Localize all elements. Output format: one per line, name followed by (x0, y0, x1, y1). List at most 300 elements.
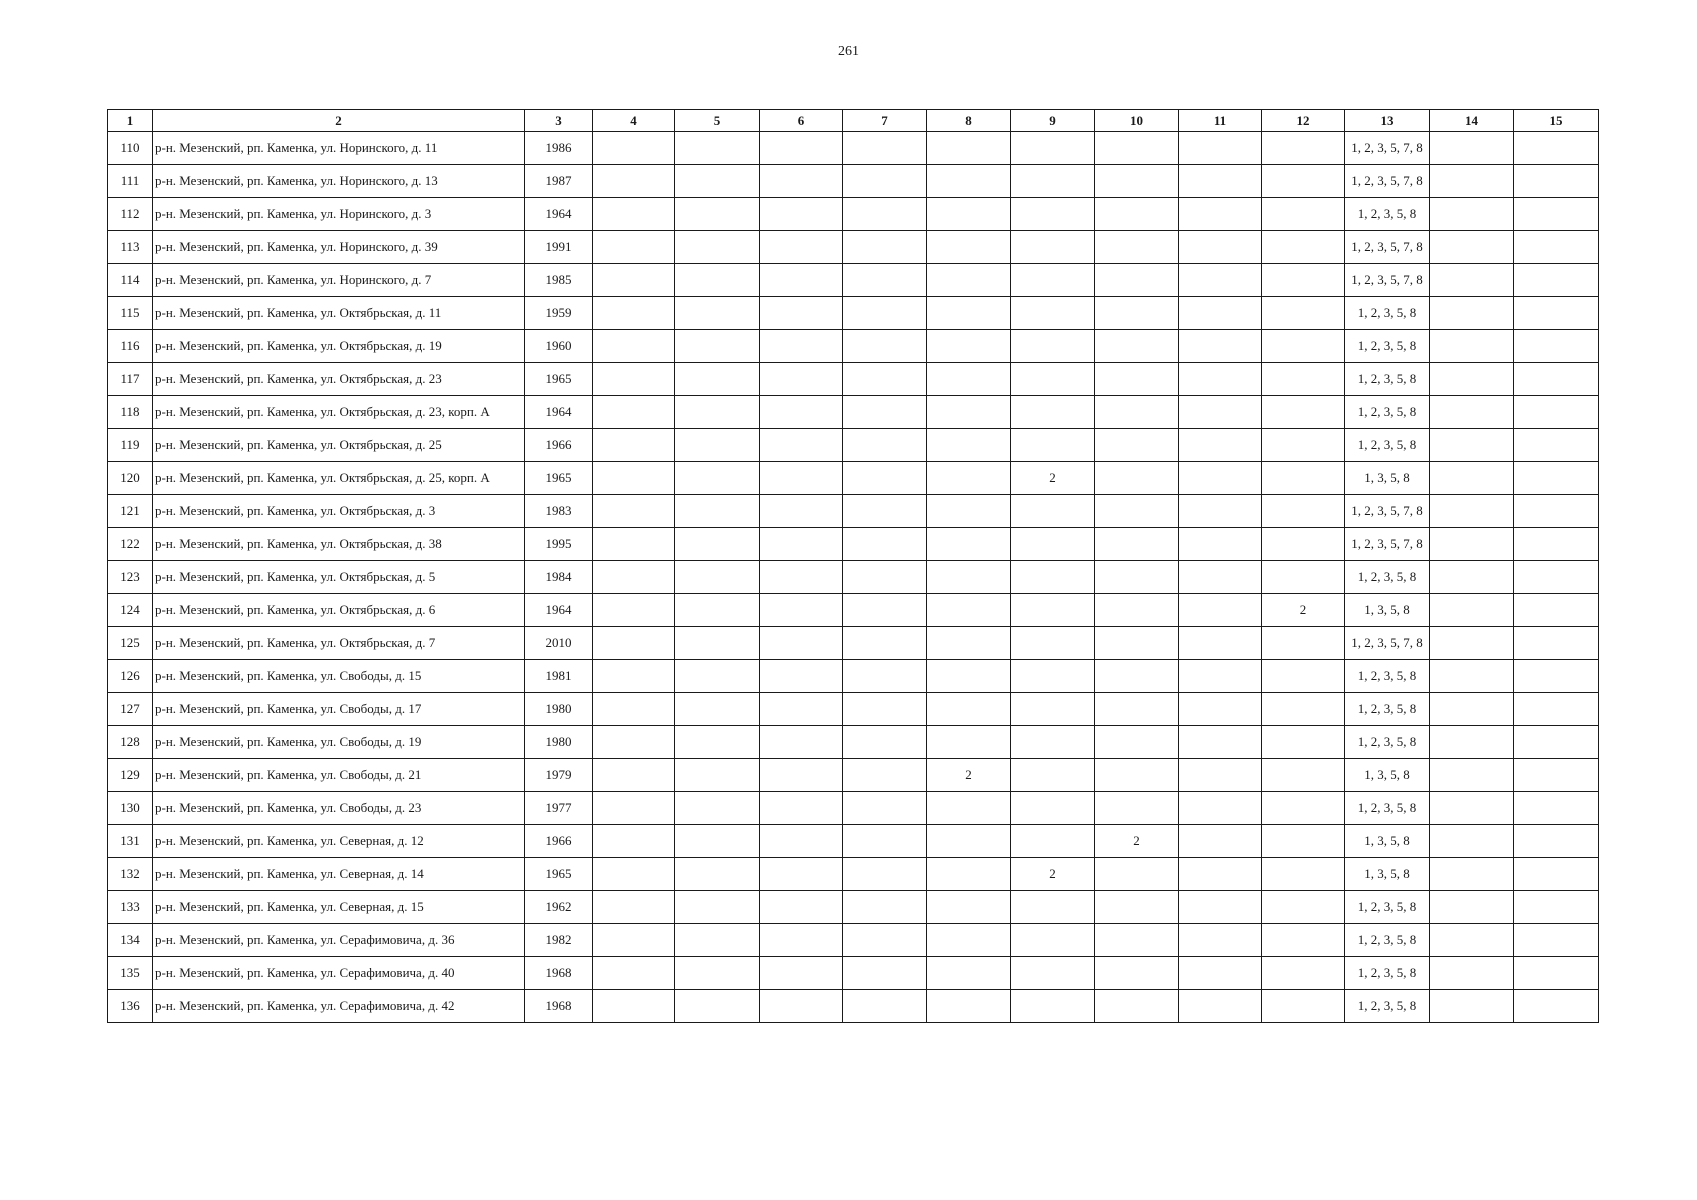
address-cell: р-н. Мезенский, рп. Каменка, ул. Северная, д. 14 (153, 858, 525, 891)
row-number: 123 (108, 561, 153, 594)
col-8-cell (927, 858, 1011, 891)
col-6-cell (760, 264, 843, 297)
col-5-cell (675, 132, 760, 165)
col-12-cell (1262, 363, 1345, 396)
col-9-cell (1011, 528, 1095, 561)
col-10-cell (1095, 759, 1179, 792)
col-13-cell: 1, 3, 5, 8 (1345, 594, 1430, 627)
table-row (108, 198, 1599, 231)
col-6-cell (760, 396, 843, 429)
col-14-cell (1430, 924, 1514, 957)
year-cell: 1968 (525, 957, 593, 990)
col-7-cell (843, 792, 927, 825)
col-4-cell (593, 330, 675, 363)
col-15-cell (1514, 792, 1599, 825)
table-row (108, 165, 1599, 198)
col-8-cell (927, 165, 1011, 198)
col-5-cell (675, 825, 760, 858)
col-15-cell (1514, 264, 1599, 297)
col-5-cell (675, 594, 760, 627)
row-number: 132 (108, 858, 153, 891)
col-7-cell (843, 132, 927, 165)
col-14-cell (1430, 726, 1514, 759)
col-5-cell (675, 660, 760, 693)
col-15-cell (1514, 561, 1599, 594)
col-12-cell (1262, 726, 1345, 759)
table-row (108, 561, 1599, 594)
col-8-cell (927, 627, 1011, 660)
col-9-cell: 2 (1011, 858, 1095, 891)
year-cell: 1965 (525, 462, 593, 495)
col-5-cell (675, 891, 760, 924)
col-4-cell (593, 132, 675, 165)
address-cell: р-н. Мезенский, рп. Каменка, ул. Норинского, д. 11 (153, 132, 525, 165)
col-5-cell (675, 792, 760, 825)
col-4-cell (593, 363, 675, 396)
col-10-cell (1095, 726, 1179, 759)
year-cell: 1965 (525, 858, 593, 891)
col-6-cell (760, 528, 843, 561)
row-number: 133 (108, 891, 153, 924)
col-15-cell (1514, 627, 1599, 660)
col-6-cell (760, 759, 843, 792)
col-9-cell (1011, 825, 1095, 858)
column-header-15: 15 (1514, 110, 1599, 132)
year-cell: 1983 (525, 495, 593, 528)
address-cell: р-н. Мезенский, рп. Каменка, ул. Серафимовича, д. 36 (153, 924, 525, 957)
column-header-12: 12 (1262, 110, 1345, 132)
col-10-cell (1095, 231, 1179, 264)
col-12-cell (1262, 924, 1345, 957)
col-11-cell (1179, 165, 1262, 198)
address-cell: р-н. Мезенский, рп. Каменка, ул. Норинского, д. 13 (153, 165, 525, 198)
col-4-cell (593, 528, 675, 561)
col-4-cell (593, 957, 675, 990)
col-13-cell: 1, 2, 3, 5, 8 (1345, 957, 1430, 990)
address-cell: р-н. Мезенский, рп. Каменка, ул. Свободы, д. 17 (153, 693, 525, 726)
col-10-cell (1095, 957, 1179, 990)
col-9-cell (1011, 396, 1095, 429)
col-5-cell (675, 924, 760, 957)
col-13-cell: 1, 2, 3, 5, 8 (1345, 924, 1430, 957)
col-6-cell (760, 495, 843, 528)
col-11-cell (1179, 726, 1262, 759)
row-number: 126 (108, 660, 153, 693)
col-8-cell (927, 462, 1011, 495)
col-14-cell (1430, 231, 1514, 264)
col-11-cell (1179, 330, 1262, 363)
col-9-cell (1011, 363, 1095, 396)
col-8-cell (927, 495, 1011, 528)
column-header-6: 6 (760, 110, 843, 132)
col-9-cell (1011, 231, 1095, 264)
row-number: 110 (108, 132, 153, 165)
col-13-cell: 1, 3, 5, 8 (1345, 759, 1430, 792)
address-cell: р-н. Мезенский, рп. Каменка, ул. Серафимовича, д. 40 (153, 957, 525, 990)
col-13-cell: 1, 2, 3, 5, 7, 8 (1345, 264, 1430, 297)
col-5-cell (675, 396, 760, 429)
col-8-cell (927, 528, 1011, 561)
address-cell: р-н. Мезенский, рп. Каменка, ул. Свободы, д. 21 (153, 759, 525, 792)
address-cell: р-н. Мезенский, рп. Каменка, ул. Октябрьская, д. 6 (153, 594, 525, 627)
col-6-cell (760, 363, 843, 396)
row-number: 130 (108, 792, 153, 825)
col-4-cell (593, 495, 675, 528)
col-5-cell (675, 858, 760, 891)
col-13-cell: 1, 2, 3, 5, 8 (1345, 396, 1430, 429)
year-cell: 1995 (525, 528, 593, 561)
col-8-cell (927, 297, 1011, 330)
col-14-cell (1430, 660, 1514, 693)
col-9-cell: 2 (1011, 462, 1095, 495)
col-12-cell (1262, 990, 1345, 1023)
row-number: 113 (108, 231, 153, 264)
col-10-cell (1095, 660, 1179, 693)
table-row (108, 528, 1599, 561)
address-cell: р-н. Мезенский, рп. Каменка, ул. Октябрьская, д. 3 (153, 495, 525, 528)
address-cell: р-н. Мезенский, рп. Каменка, ул. Октябрьская, д. 25, корп. А (153, 462, 525, 495)
col-14-cell (1430, 792, 1514, 825)
col-7-cell (843, 264, 927, 297)
col-11-cell (1179, 792, 1262, 825)
col-7-cell (843, 198, 927, 231)
year-cell: 1991 (525, 231, 593, 264)
table-row (108, 924, 1599, 957)
col-9-cell (1011, 660, 1095, 693)
col-11-cell (1179, 660, 1262, 693)
col-11-cell (1179, 693, 1262, 726)
table-row (108, 891, 1599, 924)
col-11-cell (1179, 825, 1262, 858)
table-body (108, 132, 1599, 1023)
col-9-cell (1011, 759, 1095, 792)
col-13-cell: 1, 2, 3, 5, 8 (1345, 363, 1430, 396)
col-10-cell (1095, 627, 1179, 660)
col-7-cell (843, 297, 927, 330)
col-9-cell (1011, 627, 1095, 660)
year-cell: 1977 (525, 792, 593, 825)
year-cell: 1979 (525, 759, 593, 792)
col-4-cell (593, 660, 675, 693)
col-11-cell (1179, 924, 1262, 957)
col-11-cell (1179, 891, 1262, 924)
col-5-cell (675, 429, 760, 462)
row-number: 117 (108, 363, 153, 396)
col-15-cell (1514, 396, 1599, 429)
col-13-cell: 1, 2, 3, 5, 8 (1345, 330, 1430, 363)
col-9-cell (1011, 891, 1095, 924)
col-13-cell: 1, 2, 3, 5, 8 (1345, 660, 1430, 693)
col-15-cell (1514, 132, 1599, 165)
col-14-cell (1430, 429, 1514, 462)
col-13-cell: 1, 2, 3, 5, 8 (1345, 561, 1430, 594)
col-13-cell: 1, 2, 3, 5, 8 (1345, 429, 1430, 462)
col-13-cell: 1, 2, 3, 5, 7, 8 (1345, 231, 1430, 264)
row-number: 134 (108, 924, 153, 957)
table-row (108, 726, 1599, 759)
col-15-cell (1514, 693, 1599, 726)
col-12-cell (1262, 693, 1345, 726)
col-11-cell (1179, 495, 1262, 528)
col-10-cell (1095, 594, 1179, 627)
col-8-cell (927, 561, 1011, 594)
col-9-cell (1011, 429, 1095, 462)
col-11-cell (1179, 858, 1262, 891)
col-9-cell (1011, 792, 1095, 825)
col-8-cell (927, 792, 1011, 825)
address-cell: р-н. Мезенский, рп. Каменка, ул. Свободы, д. 15 (153, 660, 525, 693)
col-7-cell (843, 429, 927, 462)
col-14-cell (1430, 957, 1514, 990)
col-6-cell (760, 858, 843, 891)
address-cell: р-н. Мезенский, рп. Каменка, ул. Северная, д. 15 (153, 891, 525, 924)
col-10-cell (1095, 891, 1179, 924)
col-14-cell (1430, 528, 1514, 561)
year-cell: 1981 (525, 660, 593, 693)
column-header-10: 10 (1095, 110, 1179, 132)
col-8-cell (927, 693, 1011, 726)
col-5-cell (675, 264, 760, 297)
year-cell: 1964 (525, 594, 593, 627)
address-cell: р-н. Мезенский, рп. Каменка, ул. Октябрьская, д. 7 (153, 627, 525, 660)
col-4-cell (593, 891, 675, 924)
col-13-cell: 1, 2, 3, 5, 7, 8 (1345, 132, 1430, 165)
col-15-cell (1514, 660, 1599, 693)
row-number: 111 (108, 165, 153, 198)
page-number: 261 (838, 44, 859, 59)
col-5-cell (675, 165, 760, 198)
col-4-cell (593, 825, 675, 858)
col-7-cell (843, 957, 927, 990)
address-cell: р-н. Мезенский, рп. Каменка, ул. Октябрьская, д. 38 (153, 528, 525, 561)
col-11-cell (1179, 759, 1262, 792)
col-14-cell (1430, 396, 1514, 429)
col-5-cell (675, 330, 760, 363)
col-6-cell (760, 132, 843, 165)
col-14-cell (1430, 495, 1514, 528)
col-13-cell: 1, 2, 3, 5, 8 (1345, 891, 1430, 924)
col-11-cell (1179, 528, 1262, 561)
row-number: 121 (108, 495, 153, 528)
col-9-cell (1011, 264, 1095, 297)
year-cell: 1982 (525, 924, 593, 957)
address-cell: р-н. Мезенский, рп. Каменка, ул. Октябрьская, д. 11 (153, 297, 525, 330)
col-12-cell: 2 (1262, 594, 1345, 627)
col-13-cell: 1, 3, 5, 8 (1345, 858, 1430, 891)
col-6-cell (760, 891, 843, 924)
col-14-cell (1430, 825, 1514, 858)
col-6-cell (760, 231, 843, 264)
year-cell: 1964 (525, 198, 593, 231)
table-row (108, 495, 1599, 528)
col-10-cell (1095, 198, 1179, 231)
col-9-cell (1011, 924, 1095, 957)
col-14-cell (1430, 330, 1514, 363)
table-row (108, 264, 1599, 297)
col-11-cell (1179, 561, 1262, 594)
col-9-cell (1011, 594, 1095, 627)
col-4-cell (593, 231, 675, 264)
col-15-cell (1514, 198, 1599, 231)
col-15-cell (1514, 594, 1599, 627)
col-8-cell (927, 132, 1011, 165)
table-row (108, 990, 1599, 1023)
col-13-cell: 1, 2, 3, 5, 8 (1345, 990, 1430, 1023)
col-11-cell (1179, 462, 1262, 495)
col-8-cell (927, 594, 1011, 627)
col-4-cell (593, 627, 675, 660)
col-6-cell (760, 561, 843, 594)
col-5-cell (675, 462, 760, 495)
col-14-cell (1430, 297, 1514, 330)
col-4-cell (593, 264, 675, 297)
col-6-cell (760, 462, 843, 495)
col-6-cell (760, 792, 843, 825)
row-number: 128 (108, 726, 153, 759)
col-7-cell (843, 726, 927, 759)
col-11-cell (1179, 429, 1262, 462)
col-4-cell (593, 561, 675, 594)
col-14-cell (1430, 462, 1514, 495)
col-11-cell (1179, 627, 1262, 660)
address-cell: р-н. Мезенский, рп. Каменка, ул. Октябрьская, д. 23 (153, 363, 525, 396)
col-5-cell (675, 693, 760, 726)
col-12-cell (1262, 396, 1345, 429)
table-row (108, 231, 1599, 264)
col-12-cell (1262, 759, 1345, 792)
col-8-cell (927, 264, 1011, 297)
col-4-cell (593, 792, 675, 825)
col-14-cell (1430, 363, 1514, 396)
col-8-cell (927, 957, 1011, 990)
col-9-cell (1011, 165, 1095, 198)
col-6-cell (760, 957, 843, 990)
col-13-cell: 1, 2, 3, 5, 7, 8 (1345, 528, 1430, 561)
table-row (108, 363, 1599, 396)
year-cell: 1980 (525, 726, 593, 759)
col-12-cell (1262, 264, 1345, 297)
table-row (108, 957, 1599, 990)
row-number: 112 (108, 198, 153, 231)
table-header (108, 110, 1599, 132)
col-5-cell (675, 759, 760, 792)
row-number: 118 (108, 396, 153, 429)
header-row (108, 110, 1599, 132)
col-12-cell (1262, 462, 1345, 495)
column-header-8: 8 (927, 110, 1011, 132)
table-row (108, 759, 1599, 792)
row-number: 116 (108, 330, 153, 363)
col-14-cell (1430, 759, 1514, 792)
table-row (108, 429, 1599, 462)
col-10-cell (1095, 495, 1179, 528)
col-14-cell (1430, 165, 1514, 198)
col-8-cell: 2 (927, 759, 1011, 792)
col-14-cell (1430, 990, 1514, 1023)
year-cell: 1962 (525, 891, 593, 924)
col-10-cell (1095, 264, 1179, 297)
year-cell: 1964 (525, 396, 593, 429)
address-cell: р-н. Мезенский, рп. Каменка, ул. Октябрьская, д. 19 (153, 330, 525, 363)
col-13-cell: 1, 2, 3, 5, 7, 8 (1345, 627, 1430, 660)
col-6-cell (760, 825, 843, 858)
col-7-cell (843, 462, 927, 495)
col-7-cell (843, 891, 927, 924)
row-number: 119 (108, 429, 153, 462)
col-4-cell (593, 858, 675, 891)
column-header-7: 7 (843, 110, 927, 132)
address-cell: р-н. Мезенский, рп. Каменка, ул. Свободы, д. 23 (153, 792, 525, 825)
column-header-14: 14 (1430, 110, 1514, 132)
col-15-cell (1514, 891, 1599, 924)
column-header-11: 11 (1179, 110, 1262, 132)
row-number: 131 (108, 825, 153, 858)
address-cell: р-н. Мезенский, рп. Каменка, ул. Свободы, д. 19 (153, 726, 525, 759)
col-4-cell (593, 759, 675, 792)
col-7-cell (843, 924, 927, 957)
col-11-cell (1179, 264, 1262, 297)
col-8-cell (927, 330, 1011, 363)
table-row (108, 792, 1599, 825)
row-number: 120 (108, 462, 153, 495)
year-cell: 1986 (525, 132, 593, 165)
row-number: 114 (108, 264, 153, 297)
col-11-cell (1179, 990, 1262, 1023)
table-row (108, 132, 1599, 165)
col-5-cell (675, 495, 760, 528)
col-14-cell (1430, 198, 1514, 231)
col-12-cell (1262, 660, 1345, 693)
col-12-cell (1262, 858, 1345, 891)
col-7-cell (843, 231, 927, 264)
col-5-cell (675, 528, 760, 561)
address-cell: р-н. Мезенский, рп. Каменка, ул. Серафимовича, д. 42 (153, 990, 525, 1023)
col-13-cell: 1, 3, 5, 8 (1345, 825, 1430, 858)
year-cell: 1985 (525, 264, 593, 297)
col-13-cell: 1, 2, 3, 5, 8 (1345, 297, 1430, 330)
column-header-4: 4 (593, 110, 675, 132)
address-cell: р-н. Мезенский, рп. Каменка, ул. Октябрьская, д. 25 (153, 429, 525, 462)
col-10-cell (1095, 330, 1179, 363)
address-cell: р-н. Мезенский, рп. Каменка, ул. Октябрьская, д. 5 (153, 561, 525, 594)
col-7-cell (843, 825, 927, 858)
col-14-cell (1430, 858, 1514, 891)
col-12-cell (1262, 429, 1345, 462)
col-7-cell (843, 858, 927, 891)
col-10-cell (1095, 297, 1179, 330)
col-13-cell: 1, 2, 3, 5, 8 (1345, 198, 1430, 231)
col-6-cell (760, 660, 843, 693)
col-9-cell (1011, 330, 1095, 363)
col-8-cell (927, 924, 1011, 957)
col-14-cell (1430, 627, 1514, 660)
year-cell: 1968 (525, 990, 593, 1023)
col-10-cell (1095, 396, 1179, 429)
table-row (108, 858, 1599, 891)
col-10-cell (1095, 693, 1179, 726)
col-12-cell (1262, 627, 1345, 660)
col-5-cell (675, 198, 760, 231)
row-number: 122 (108, 528, 153, 561)
col-4-cell (593, 726, 675, 759)
col-8-cell (927, 990, 1011, 1023)
col-13-cell: 1, 2, 3, 5, 8 (1345, 693, 1430, 726)
year-cell: 1965 (525, 363, 593, 396)
col-4-cell (593, 462, 675, 495)
col-4-cell (593, 594, 675, 627)
column-header-9: 9 (1011, 110, 1095, 132)
col-7-cell (843, 330, 927, 363)
